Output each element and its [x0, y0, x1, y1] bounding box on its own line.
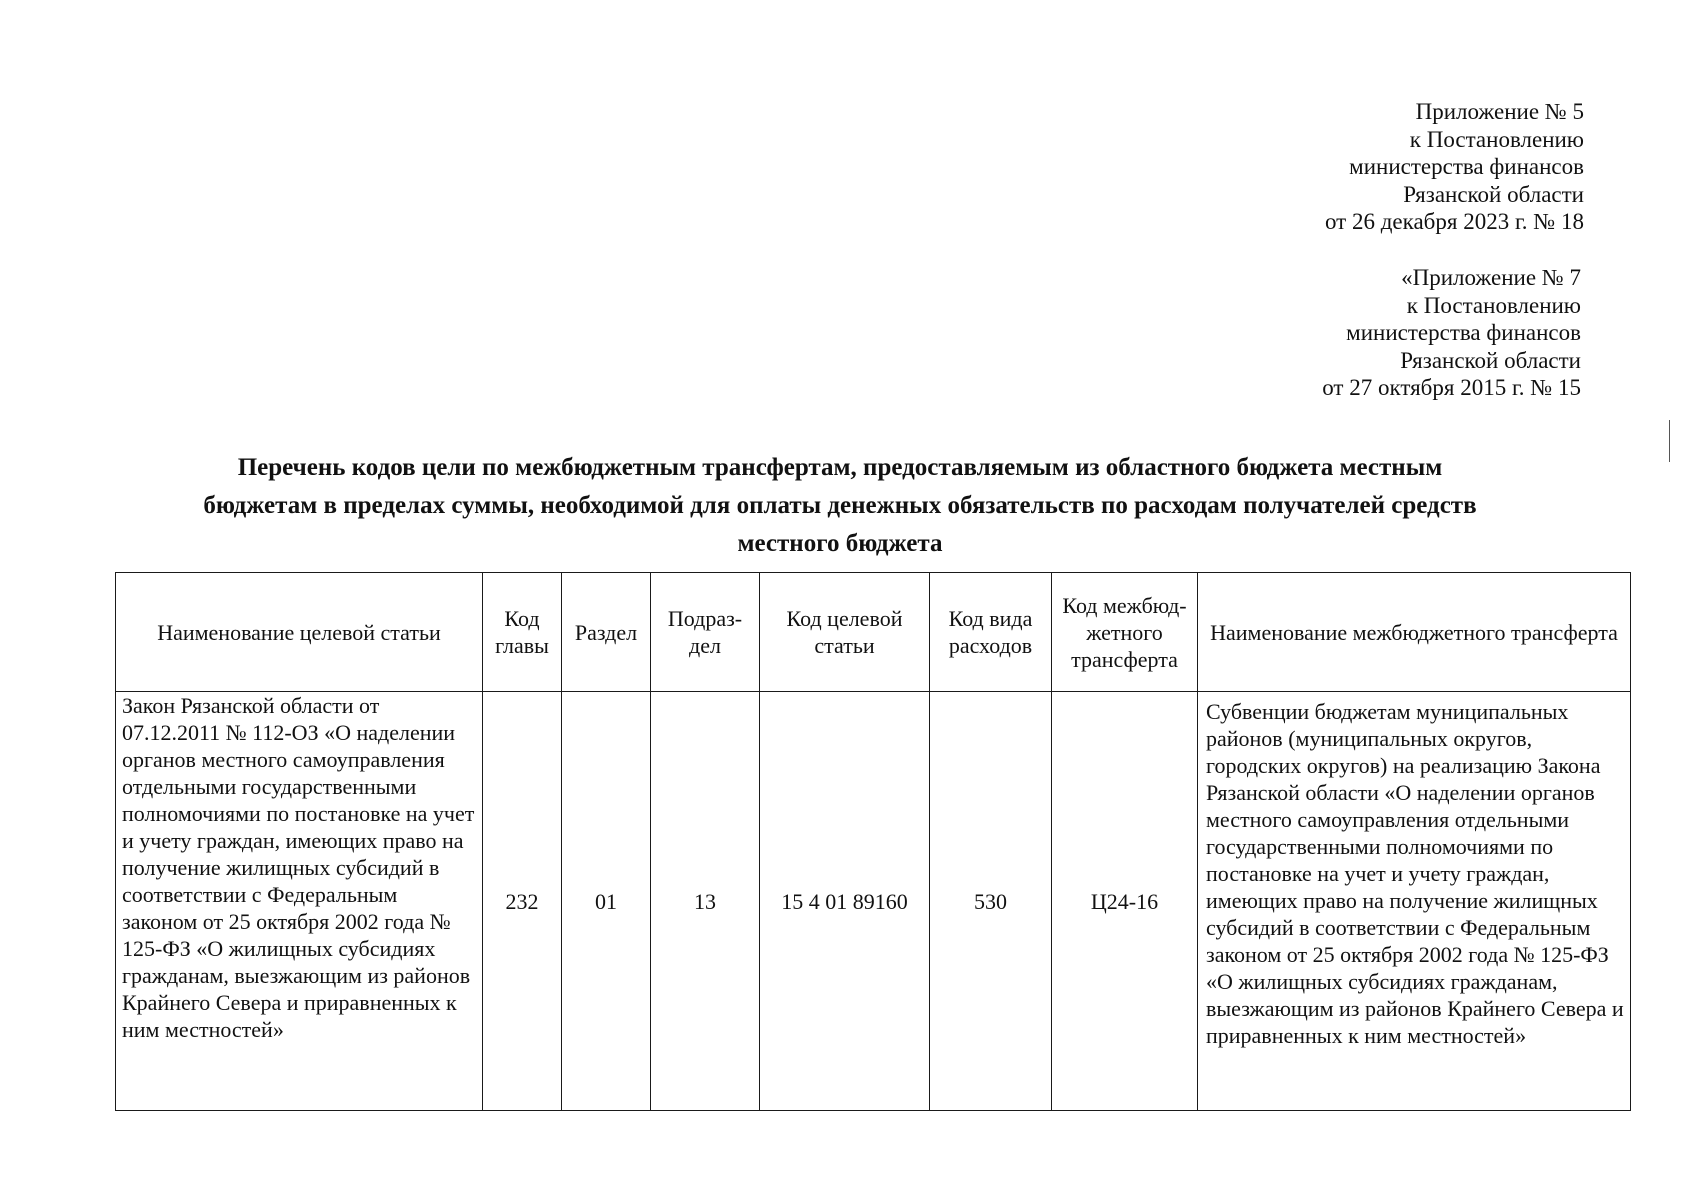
cell-expense-type-code: 530	[930, 692, 1052, 1111]
codes-table-wrapper	[115, 572, 1630, 1111]
title-line: Перечень кодов цели по межбюджетным трансфертам, предоставляемым из областного бюджета местным	[237, 454, 1443, 481]
cell-target-article-code: 15 4 01 89160	[760, 692, 930, 1111]
cell-transfer-code: Ц24-16	[1052, 692, 1198, 1111]
appendix-line: Рязанской области	[1400, 347, 1581, 373]
appendix-line: Приложение № 5	[1415, 99, 1584, 124]
header-subsection: Подраз-дел	[651, 573, 760, 692]
scan-margin-mark	[1669, 420, 1672, 462]
appendix-line: от 27 октября 2015 г. № 15	[1322, 375, 1581, 400]
header-expense-type-code: Код вида расходов	[930, 573, 1052, 692]
title-line: бюджетам в пределах суммы, необходимой для оплаты денежных обязательств по расходам получателей средств	[203, 492, 1477, 519]
codes-table	[115, 572, 1631, 1111]
header-section: Раздел	[562, 573, 651, 692]
appendix-line: «Приложение № 7	[1401, 265, 1581, 290]
appendix-current-header	[1325, 98, 1584, 236]
appendix-line: к Постановлению	[1409, 126, 1584, 152]
appendix-line: министерства финансов	[1349, 154, 1584, 179]
header-transfer-name: Наименование межбюджетного трансферта	[1198, 573, 1631, 692]
header-chapter-code: Код главы	[483, 573, 562, 692]
cell-transfer-name: Субвенции бюджетам муниципальных районов (муниципальных округов, городских округов) на реализацию Закона Рязанской области «О наделении органов местного самоуправления отдельными государственными полномочиями по постановке на учет и учету граждан, имеющих право на получение жилищных субсидий в соответствии с Федеральным законом от 25 октября 2002 года № 125-ФЗ «О жилищных субсидиях гражданам, выезжающим из районов Крайнего Севера и приравненных к ним местностей»	[1198, 692, 1631, 1111]
cell-target-article-name: Закон Рязанской области от 07.12.2011 № 112-ОЗ «О наделении органов местного самоуправления отдельными государственными полномочиями по постановке на учет и учету граждан, имеющих право на получение жилищных субсидий в соответствии с Федеральным законом от 25 октября 2002 года № 125-ФЗ «О жилищных субсидиях гражданам, выезжающим из районов Крайнего Севера и приравненных к ним местностей»	[116, 692, 483, 1111]
header-target-article-code: Код целевой статьи	[760, 573, 930, 692]
appendix-line: министерства финансов	[1346, 320, 1581, 345]
appendix-line: Рязанской области	[1403, 181, 1584, 207]
title-line: местного бюджета	[737, 530, 943, 557]
cell-section: 01	[562, 692, 651, 1111]
cell-chapter-code: 232	[483, 692, 562, 1111]
appendix-line: от 26 декабря 2023 г. № 18	[1324, 209, 1584, 234]
header-target-article-name: Наименование целевой статьи	[116, 573, 483, 692]
table-row	[116, 692, 1631, 1111]
cell-subsection: 13	[651, 692, 760, 1111]
appendix-original-header	[1322, 264, 1581, 402]
header-transfer-code: Код межбюд-жетного трансферта	[1052, 573, 1198, 692]
appendix-line: к Постановлению	[1406, 292, 1581, 318]
table-header-row	[116, 573, 1631, 692]
document-title	[110, 449, 1570, 563]
